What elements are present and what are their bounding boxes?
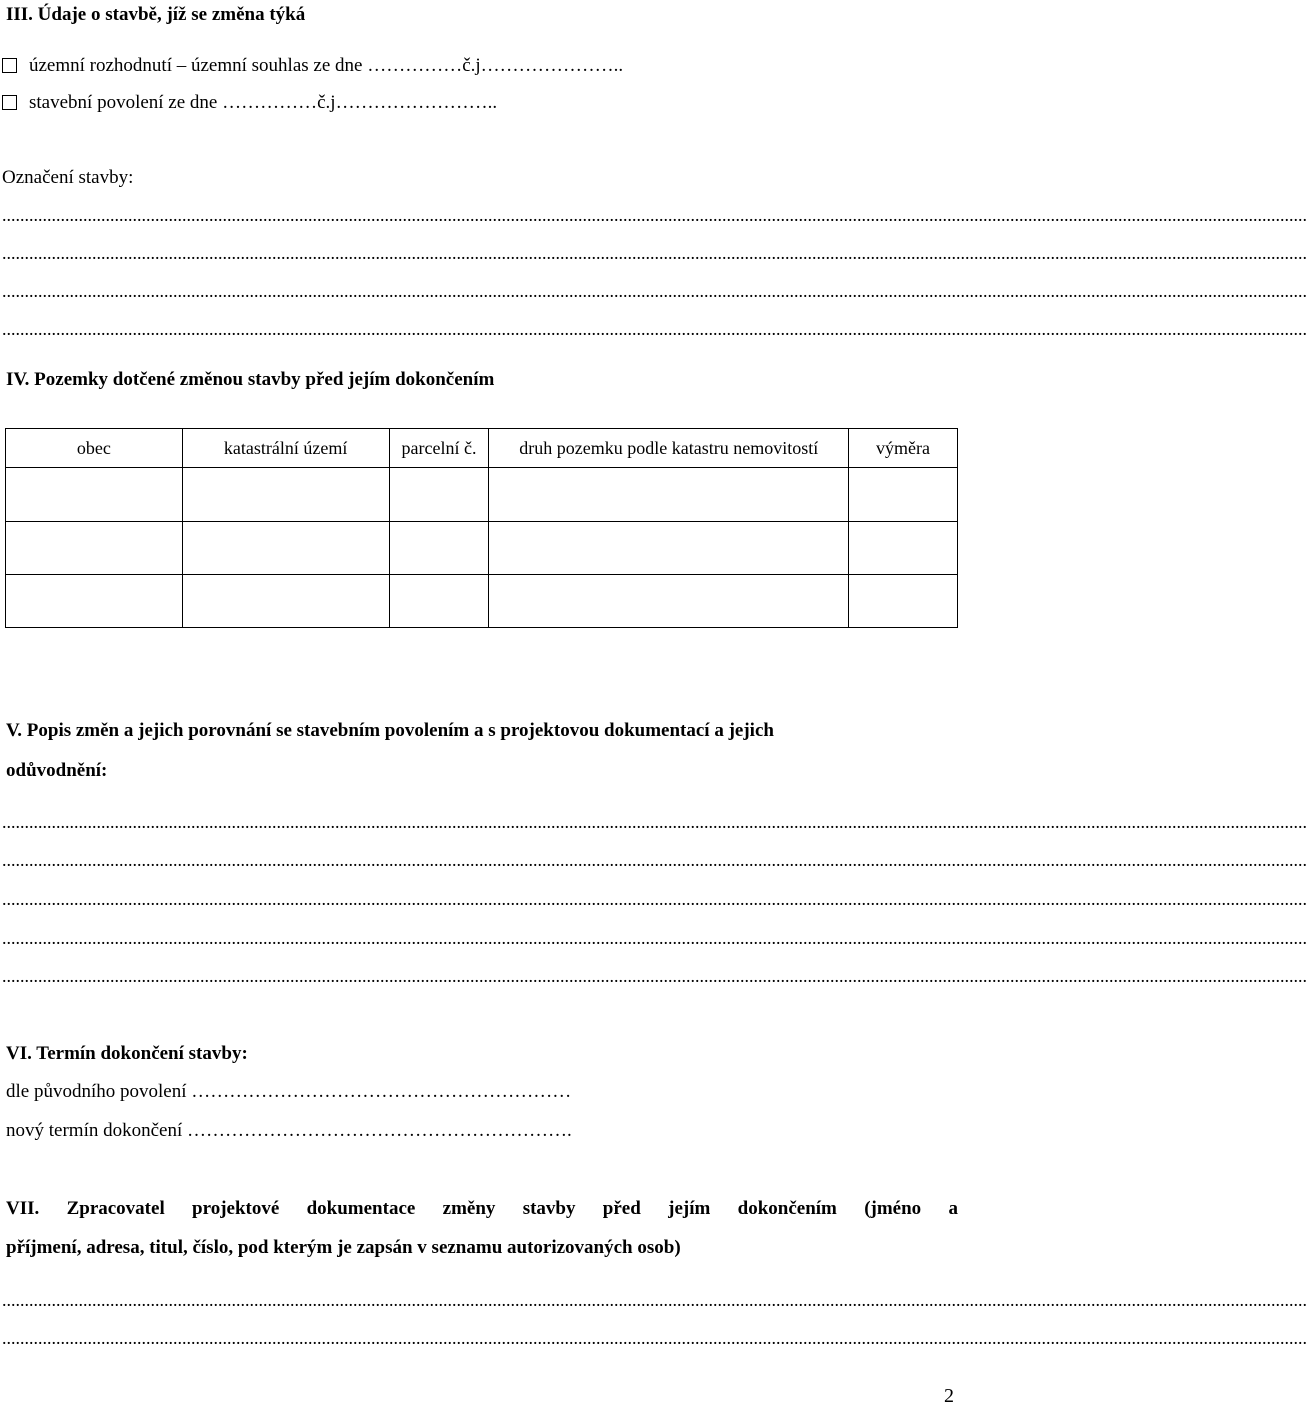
section-6-heading: VI. Termín dokončení stavby: <box>6 1043 248 1064</box>
table-row <box>6 468 958 522</box>
dotted-line[interactable]: .................................................................................................................................................................................................................................................................................................. <box>2 281 1307 301</box>
dotted-line[interactable]: .................................................................................................................................................................................................................................................................................................. <box>2 889 1307 909</box>
section-5-heading-line1: V. Popis změn a jejich porovnání se stavebním povolením a s projektovou dokumentací a jejich <box>6 720 774 741</box>
column-header: parcelní č. <box>389 429 489 468</box>
column-header: obec <box>6 429 183 468</box>
table-cell[interactable] <box>849 522 958 575</box>
page-number: 2 <box>944 1385 954 1407</box>
dotted-line[interactable]: .................................................................................................................................................................................................................................................................................................. <box>2 928 1307 948</box>
table-cell[interactable] <box>182 575 389 628</box>
dotted-line[interactable]: .................................................................................................................................................................................................................................................................................................. <box>2 1290 1307 1310</box>
table-cell[interactable] <box>6 522 183 575</box>
table-row <box>6 522 958 575</box>
table-cell[interactable] <box>489 468 849 522</box>
option-building-permit <box>2 92 497 114</box>
new-completion-date[interactable]: nový termín dokončení ……………………………………………………. <box>6 1120 572 1141</box>
section-7-heading-line2: příjmení, adresa, titul, číslo, pod kterým je zapsán v seznamu autorizovaných osob) <box>6 1237 681 1258</box>
table-cell[interactable] <box>6 468 183 522</box>
table-cell[interactable] <box>489 575 849 628</box>
column-header: katastrální území <box>182 429 389 468</box>
option-territorial-decision <box>2 55 623 77</box>
option-building-permit-label: stavební povolení ze dne ……………č.j…………………….. <box>29 92 498 113</box>
table-cell[interactable] <box>182 468 389 522</box>
option-territorial-decision-label: územní rozhodnutí – územní souhlas ze dne ……………č.j………………….. <box>29 55 624 76</box>
table-cell[interactable] <box>6 575 183 628</box>
dotted-line[interactable]: .................................................................................................................................................................................................................................................................................................. <box>2 812 1307 832</box>
dotted-line[interactable]: .................................................................................................................................................................................................................................................................................................. <box>2 319 1307 339</box>
table-cell[interactable] <box>489 522 849 575</box>
table-cell[interactable] <box>389 575 489 628</box>
section-5-heading-line2: odůvodnění: <box>6 760 108 781</box>
section-4-heading: IV. Pozemky dotčené změnou stavby před jejím dokončením <box>6 369 495 390</box>
column-header: druh pozemku podle katastru nemovitostí <box>489 429 849 468</box>
building-designation-label: Označení stavby: <box>2 167 134 188</box>
dotted-line[interactable]: .................................................................................................................................................................................................................................................................................................. <box>2 205 1307 225</box>
checkbox-territorial-decision[interactable] <box>2 58 17 73</box>
section-7-heading-line1: VII. Zpracovatel projektové dokumentace změny stavby před jejím dokončením (jméno a <box>6 1198 958 1219</box>
original-permit-date[interactable]: dle původního povolení …………………………………………………… <box>6 1081 572 1102</box>
column-header: výměra <box>849 429 958 468</box>
section-3-heading: III. Údaje o stavbě, jíž se změna týká <box>6 4 306 25</box>
table-cell[interactable] <box>389 468 489 522</box>
table-header-row <box>6 429 958 468</box>
table-cell[interactable] <box>389 522 489 575</box>
table-cell[interactable] <box>849 575 958 628</box>
dotted-line[interactable]: .................................................................................................................................................................................................................................................................................................. <box>2 1328 1307 1348</box>
dotted-line[interactable]: .................................................................................................................................................................................................................................................................................................. <box>2 243 1307 263</box>
table-row <box>6 575 958 628</box>
checkbox-building-permit[interactable] <box>2 95 17 110</box>
dotted-line[interactable]: .................................................................................................................................................................................................................................................................................................. <box>2 850 1307 870</box>
land-table <box>5 428 958 628</box>
table-cell[interactable] <box>182 522 389 575</box>
table-cell[interactable] <box>849 468 958 522</box>
dotted-line[interactable]: .................................................................................................................................................................................................................................................................................................. <box>2 966 1307 986</box>
